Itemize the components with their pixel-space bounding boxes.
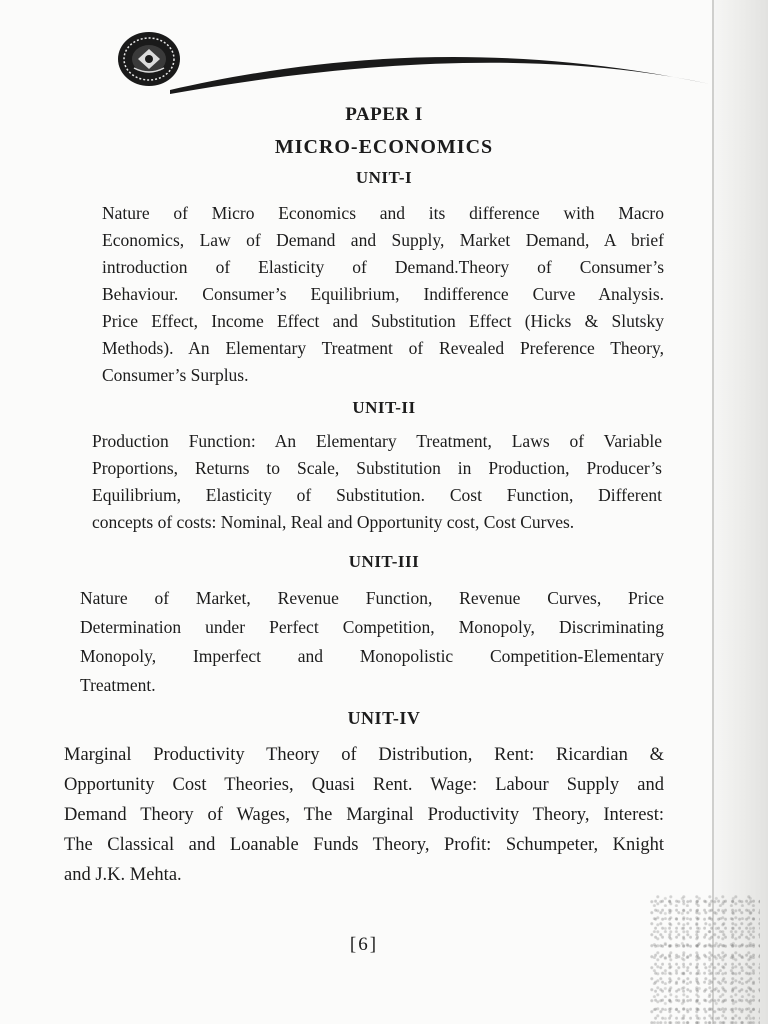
text-line: The Classical and Loanable Funds Theory, Profit: Schumpeter, Knight [64, 835, 664, 855]
unit-4-title: UNIT-IV [347, 708, 421, 728]
page-number: [6] [349, 934, 379, 955]
unit-3-title: UNIT-III [348, 552, 420, 571]
unit-2-paragraph [92, 428, 662, 536]
text-line: Determination under Perfect Competition, Monopoly, Discriminating [80, 617, 664, 637]
text-line: Nature of Micro Economics and its difference with Macro [102, 203, 664, 223]
unit-4-paragraph [64, 740, 664, 890]
text-line: Proportions, Returns to Scale, Substitution in Production, Producer’s [92, 458, 662, 478]
text-line: Equilibrium, Elasticity of Substitution. Cost Function, Different [92, 485, 662, 505]
unit-1-title: UNIT-I [355, 168, 413, 187]
text-line: concepts of costs: Nominal, Real and Opportunity cost, Cost Curves. [92, 512, 575, 532]
text-line: introduction of Elasticity of Demand.Theory of Consumer’s [102, 257, 664, 277]
subject-title: MICRO-ECONOMICS [274, 136, 494, 158]
text-line: Opportunity Cost Theories, Quasi Rent. Wage: Labour Supply and [64, 775, 664, 795]
scan-noise [650, 894, 760, 1024]
text-line: Monopoly, Imperfect and Monopolistic Competition-Elementary [80, 646, 664, 666]
text-line: Methods). An Elementary Treatment of Revealed Preference Theory, [102, 338, 664, 358]
text-line: Consumer’s Surplus. [102, 365, 249, 385]
unit-1-paragraph [102, 200, 664, 389]
text-line: Treatment. [80, 675, 156, 695]
text-line: Demand Theory of Wages, The Marginal Productivity Theory, Interest: [64, 805, 664, 825]
university-seal-logo [116, 30, 182, 88]
text-line: and J.K. Mehta. [64, 865, 182, 885]
header-swoosh-decoration [110, 28, 720, 108]
unit-2-title: UNIT-II [352, 398, 416, 417]
text-line: Behaviour. Consumer’s Equilibrium, Indifference Curve Analysis. [102, 284, 664, 304]
text-line: Economics, Law of Demand and Supply, Market Demand, A brief [102, 230, 664, 250]
text-line: Price Effect, Income Effect and Substitution Effect (Hicks & Slutsky [102, 311, 664, 331]
text-line: Production Function: An Elementary Treatment, Laws of Variable [92, 431, 662, 451]
unit-3-paragraph [80, 584, 664, 700]
text-line: Nature of Market, Revenue Function, Revenue Curves, Price [80, 588, 664, 608]
text-line: Marginal Productivity Theory of Distribution, Rent: Ricardian & [64, 745, 664, 765]
paper-title: PAPER I [345, 104, 423, 125]
